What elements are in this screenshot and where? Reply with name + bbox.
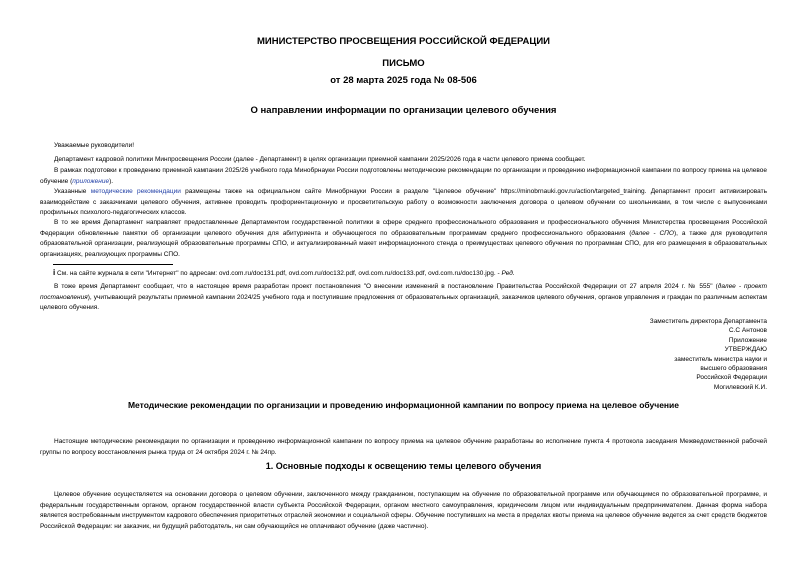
document-date-number: от 28 марта 2025 года № 08-506	[330, 75, 477, 86]
footnote-editor-mark: Ред.	[501, 270, 515, 277]
letter-paragraph-4-tail: ), а также для руководителя образовательной организации, реализующей образовательные программы СПО, и актуализированный макет информационного стенда о преимуществах целевого обучения по программам СПО, для его размещения в образовательных организациях, реализующих программы СПО.	[40, 229, 767, 258]
letter-paragraph-2	[40, 166, 767, 187]
footnote-mark: i	[53, 268, 56, 277]
letter-paragraph-1: Департамент кадровой политики Минпросвещения России (далее - Департамент) в целях организации приемной кампании 2025/2026 года в части целевого приема сообщает.	[54, 156, 586, 163]
letter-paragraph-4-text: В то же время Департамент направляет предоставленные Департаментом государственной политики в сфере среднего профессионального образования и профессионального обучения Министерства просвещения Российской Федерации обновленные памятки об организации целевого обучения для абитуриента и обучающегося по образовательным программам среднего профессионального образования (	[40, 219, 767, 237]
ministry-name: МИНИСТЕРСТВО ПРОСВЕЩЕНИЯ РОССИЙСКОЙ ФЕДЕРАЦИИ	[256, 36, 551, 47]
footnote	[53, 268, 515, 277]
draft-resolution-abbreviation: далее - проект постановления	[40, 283, 767, 301]
letter-paragraph-5-text: В тоже время Департамент сообщает, что в настоящее время разработан проект постановления "О внесении изменений в постановление Правительства Российской Федерации от 27 апреля 2024 г. № 555" (	[54, 283, 718, 290]
footnote-text: См. на сайте журнала в сети "Интернет" по адресам: ovd.com.ru/doc131.pdf, ovd.com.ru/doc132.pdf, ovd.com.ru/doc133.pdf, ovd.com.ru/doc130.jpg. -	[55, 270, 502, 277]
section-1-title: 1. Основные подходы к освещению темы целевого обучения	[265, 461, 542, 471]
recommendations-title: Методические рекомендации по организации и проведению информационной кампании по вопросу приема на целевое обучение	[127, 400, 680, 410]
letter-paragraph-3-tail: размещены также на официальном сайте Минобрнауки России в разделе "Целевое обучение" https://minobrnauki.gov.ru/action/targeted_training. Департамент просит активизировать взаимодействие с заказчиками целевого обучения, активнее проводить профориентационную и просветительскую работу о возможности заключения договора о целевом обучении со школьниками, в том числе с выпускниками профильных психолого-педагогических классов.	[40, 188, 767, 216]
document-type: ПИСЬМО	[382, 58, 425, 69]
approver-name: Могилевский К.И.	[713, 383, 767, 391]
signature-block	[650, 317, 767, 392]
methodical-recommendations-link[interactable]: методические рекомендации	[90, 188, 181, 195]
letter-greeting: Уважаемые руководители!	[54, 142, 135, 149]
signer-position: Заместитель директора Департамента	[649, 318, 767, 325]
letter-paragraph-5	[40, 282, 767, 314]
letter-paragraph-2-tail: ).	[109, 177, 114, 185]
footnote-divider	[53, 264, 173, 265]
letter-paragraph-3-text: Указанные	[54, 188, 91, 195]
letter-paragraph-3	[40, 187, 767, 219]
appendix-link[interactable]: приложение	[72, 177, 110, 185]
approver-position-line-1: заместитель министра науки и	[674, 355, 767, 363]
recommendations-intro: Настоящие методические рекомендации по организации и проведению информационной кампании по вопросу приема на целевое обучение разработаны во исполнение пункта 4 протокола заседания Межведомственной рабочей группы по вопросу восстановления рынка труда от 24 октября 2024 г. № 24пр.	[40, 438, 767, 456]
signer-name: С.С Антонов	[728, 327, 767, 335]
approver-position-line-2: высшего образования	[700, 365, 767, 373]
approval-stamp: УТВЕРЖДАЮ	[724, 346, 767, 354]
letter-paragraph-2-text: В рамках подготовки к проведению приемной кампании 2025/26 учебного года Минобрнауки России подготовлены методические рекомендации по организации и проведению информационной кампании по вопросу приема на целевое обучение (	[40, 167, 767, 185]
section-1-paragraph-1: Целевое обучение осуществляется на основании договора о целевом обучении, заключенного между гражданином, поступающим на обучение по образовательной программе или обучающимся по образовательной программе, и федеральным государственным органом, органом государственной власти субъекта Российской Федерации, органом местного самоуправления, юридическим лицом или индивидуальным предпринимателем. Данная форма набора является востребованным инструментом кадрового обеспечения приоритетных отраслей экономики и социальной сферы. Обучение поступивших на места в пределах квоты приема на целевое обучение ведется за счет средств бюджетов Российской Федерации: ни заказчик, ни будущий работодатель, ни сам обучающийся не оплачивают обучение (даже частично).	[40, 491, 767, 530]
appendix-label: Приложение	[728, 336, 767, 344]
letter-paragraph-4	[40, 218, 767, 260]
approver-position-line-3: Российской Федерации	[696, 374, 767, 382]
spo-abbreviation: далее - СПО	[631, 229, 674, 237]
document-subject: О направлении информации по организации целевого обучения	[250, 105, 557, 116]
letter-paragraph-5-tail: ), учитывающий результаты приемной кампании 2024/25 учебного года и поступившие предложения от образовательных организаций, заказчиков целевого обучения, органов управления и граждан по различным аспектам целевого обучения.	[40, 293, 767, 311]
